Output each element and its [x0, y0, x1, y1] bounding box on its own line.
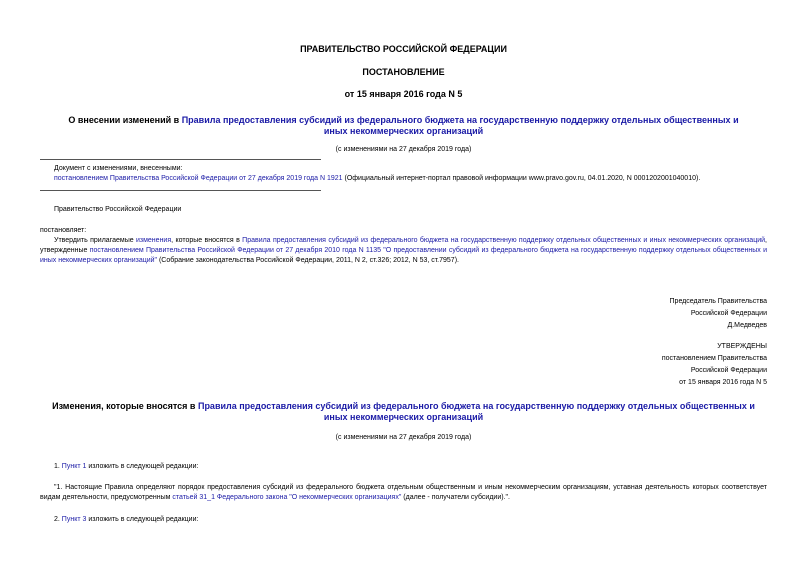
changes-tail: (Официальный интернет-портал правовой информации www.pravo.gov.ru, 04.01.2020, N 0001202001040010).	[342, 175, 701, 182]
section2-rules-link[interactable]: Правила предоставления субсидий из федерального бюджета на государственную поддержку отдельных общественных и иных некоммерческих организаций	[197, 401, 755, 422]
quote-text-b: (далее - получатели субсидии).".	[401, 494, 510, 501]
section2-revision: (с изменениями на 27 декабря 2019 года)	[335, 434, 472, 441]
item-1	[54, 462, 198, 472]
title-prefix: О внесении изменений в	[68, 115, 182, 125]
rules-link[interactable]: Правила предоставления субсидий из федерального бюджета на государственную поддержку отдельных общественных и иных некоммерческих организаций	[242, 237, 766, 244]
date-number-heading: от 15 января 2016 года N 5	[344, 89, 463, 99]
item-2	[54, 515, 198, 525]
signature-line-3: Д.Медведев	[727, 322, 767, 329]
approved-line-3: Российской Федерации	[690, 367, 767, 374]
doc-type-heading: ПОСТАНОВЛЕНИЕ	[362, 67, 445, 77]
section2-title	[0, 401, 807, 423]
item-1-number: 1.	[54, 463, 62, 470]
revision-note: (с изменениями на 27 декабря 2019 года)	[335, 146, 472, 153]
resolution-paragraph	[40, 236, 767, 266]
changes-entry	[54, 174, 774, 184]
p1-text: Утвердить прилагаемые	[54, 237, 136, 244]
quote-text-a: "1. Настоящие Правила определяют порядок предоставления субсидий из федерального бюджета отдельным общественным и иным некоммерческим организациям, уставная деятельность которых соответствует видам деятельности, предусмотренным	[40, 484, 767, 501]
title-rules-link[interactable]: Правила предоставления субсидий из федерального бюджета на государственную поддержку отдельных общественных и иных некоммерческих организаций	[181, 115, 739, 136]
resolution-1135-link[interactable]: постановлением Правительства Российской Федерации от 27 декабря 2010 года N 1135 "О предоставлении субсидий из федерального бюджета на государственную поддержку отдельных общественных и иных некоммерческих организаций"	[40, 247, 767, 264]
item-1-text: изложить в следующей редакции:	[86, 463, 199, 470]
approved-line-1: УТВЕРЖДЕНЫ	[717, 343, 767, 350]
issuer: Правительство Российской Федерации	[54, 206, 182, 213]
p2-text: , которые вносятся в	[171, 237, 243, 244]
changes-top-rule	[40, 159, 321, 160]
item-1-quote	[40, 483, 767, 503]
resolves-word: постановляет:	[40, 227, 87, 234]
item-1-link[interactable]: Пункт 1	[61, 463, 87, 470]
government-heading: ПРАВИТЕЛЬСТВО РОССИЙСКОЙ ФЕДЕРАЦИИ	[300, 44, 507, 54]
nko-law-link[interactable]: статьей 31_1 Федерального закона "О некоммерческих организациях"	[172, 494, 402, 501]
approved-line-4: от 15 января 2016 года N 5	[679, 379, 767, 386]
p3-text: , утвержденные	[40, 237, 767, 254]
item-2-link[interactable]: Пункт 3	[61, 516, 87, 523]
p4-text: (Собрание законодательства Российской Федерации, 2011, N 2, ст.326; 2012, N 53, ст.7957).	[157, 257, 459, 264]
signature-line-2: Российской Федерации	[690, 310, 767, 317]
signature-block	[670, 296, 767, 332]
section2-prefix: Изменения, которые вносятся в	[52, 401, 198, 411]
approved-line-2: постановлением Правительства	[661, 355, 767, 362]
item-2-number: 2.	[54, 516, 62, 523]
approved-block	[662, 341, 767, 389]
changes-annex-link[interactable]: изменения	[135, 237, 172, 244]
changes-link[interactable]: постановлением Правительства Российской Федерации от 27 декабря 2019 года N 1921	[54, 175, 343, 182]
changes-bottom-rule	[40, 190, 321, 191]
item-2-text: изложить в следующей редакции:	[86, 516, 199, 523]
signature-line-1: Председатель Правительства	[669, 298, 767, 305]
changes-label: Документ с изменениями, внесенными:	[54, 165, 183, 172]
document-title	[0, 115, 807, 137]
